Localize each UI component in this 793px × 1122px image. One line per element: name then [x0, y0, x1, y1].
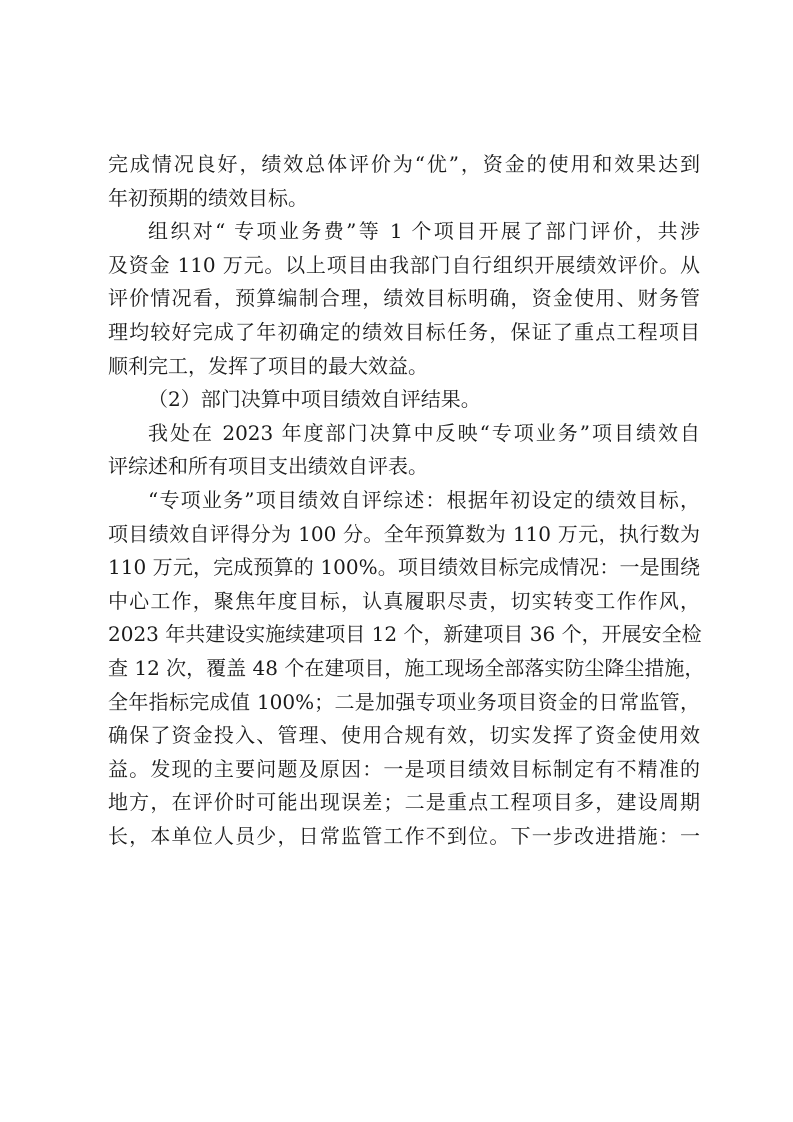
body-text — [108, 148, 705, 853]
text-line: （2）部门决算中项目绩效自评结果。 — [148, 387, 481, 412]
text-line: 中心工作，聚焦年度目标，认真履职尽责，切实转变工作作风， — [108, 588, 700, 613]
text-line: 组织对“ 专项业务费”等 1 个项目开展了部门评价，共涉 — [148, 219, 700, 244]
text-line: 项目绩效自评得分为 100 分。全年预算数为 110 万元，执行数为 — [108, 521, 700, 546]
text-line: 110 万元，完成预算的 100%。项目绩效目标完成情况：一是围绕 — [108, 555, 700, 580]
text-line: 查 12 次，覆盖 48 个在建项目，施工现场全部落实防尘降尘措施， — [108, 655, 705, 680]
text-line: 地方，在评价时可能出现误差；二是重点工程项目多，建设周期 — [108, 790, 700, 815]
text-line: 评综述和所有项目支出绩效自评表。 — [108, 454, 428, 479]
text-line: 完成情况良好，绩效总体评价为“优”，资金的使用和效果达到 — [108, 152, 700, 176]
text-line: 2023 年共建设实施续建项目 12 个，新建项目 36 个，开展安全检 — [108, 622, 702, 647]
text-line: 及资金 110 万元。以上项目由我部门自行组织开展绩效评价。从 — [108, 252, 700, 277]
text-line: 益。发现的主要问题及原因：一是项目绩效目标制定有不精准的 — [108, 756, 700, 781]
text-line: 长，本单位人员少，日常监管工作不到位。下一步改进措施：一 — [108, 823, 700, 848]
text-line: 年初预期的绩效目标。 — [108, 185, 308, 210]
text-line: “专项业务”项目绩效自评综述：根据年初设定的绩效目标， — [148, 487, 700, 512]
text-line: 确保了资金投入、管理、使用合规有效，切实发挥了资金使用效 — [108, 723, 700, 748]
text-line: 理均较好完成了年初确定的绩效目标任务，保证了重点工程项目 — [108, 319, 700, 344]
text-line: 全年指标完成值 100%；二是加强专项业务项目资金的日常监管， — [108, 689, 700, 714]
text-line: 评价情况看，预算编制合理，绩效目标明确，资金使用、财务管 — [108, 286, 700, 311]
text-line: 顺利完工，发挥了项目的最大效益。 — [108, 353, 428, 378]
text-line: 我处在 2023 年度部门决算中反映“专项业务”项目绩效自 — [148, 420, 700, 445]
